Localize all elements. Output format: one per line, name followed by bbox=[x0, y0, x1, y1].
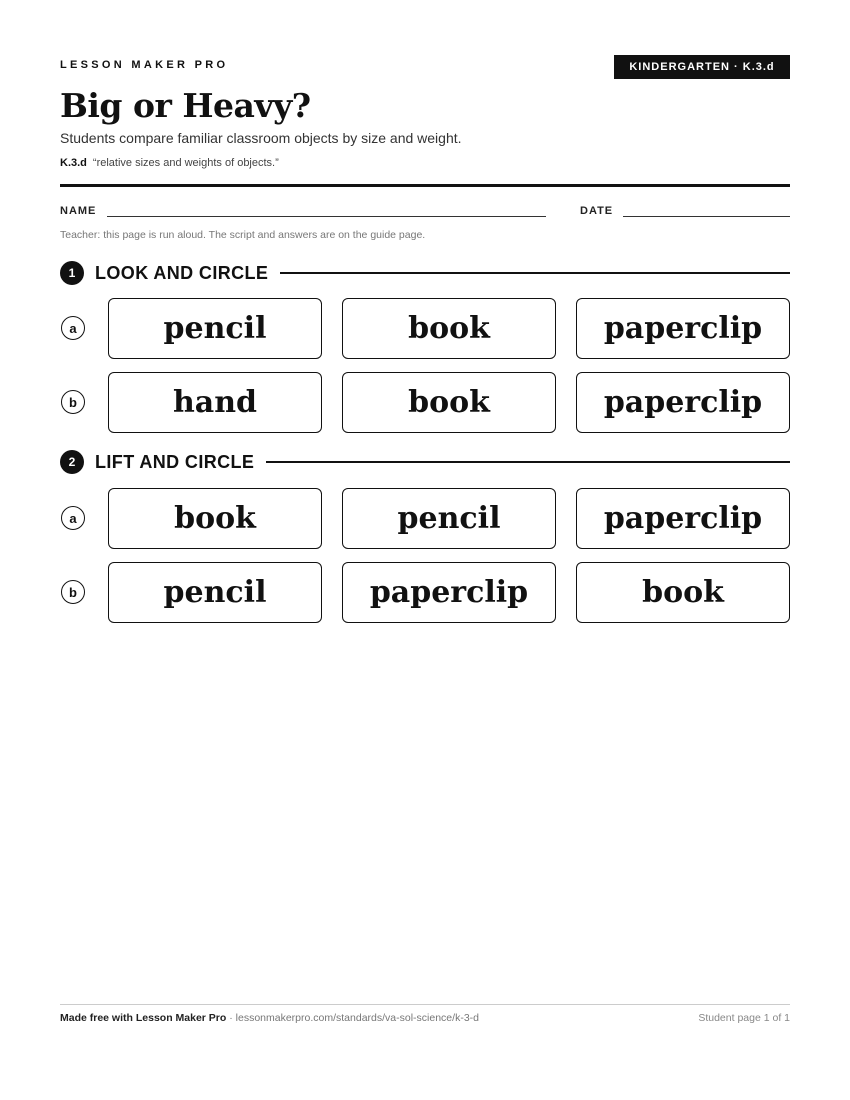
question-letter: a bbox=[61, 316, 85, 340]
footer-credit bbox=[60, 1012, 479, 1024]
header-divider bbox=[60, 184, 790, 187]
footer-url[interactable]: · lessonmakerpro.com/standards/va-sol-science/k-3-d bbox=[226, 1012, 479, 1024]
question-row bbox=[60, 298, 790, 360]
question-row bbox=[60, 488, 790, 550]
brand-label: LESSON MAKER PRO bbox=[60, 59, 229, 71]
answer-choice[interactable]: book bbox=[108, 488, 322, 549]
footer-page-number: Student page 1 of 1 bbox=[698, 1012, 790, 1024]
page-title: Big or Heavy? bbox=[60, 86, 311, 125]
answer-choice[interactable]: paperclip bbox=[576, 298, 790, 359]
standard-line bbox=[60, 157, 279, 169]
section-header-look-and-circle bbox=[60, 260, 790, 286]
answer-choice[interactable]: pencil bbox=[342, 488, 556, 549]
standard-code: K.3.d bbox=[60, 157, 87, 169]
question-row bbox=[60, 562, 790, 624]
answer-choice[interactable]: pencil bbox=[108, 562, 322, 623]
section-number-badge: 1 bbox=[60, 261, 84, 285]
standard-text: “relative sizes and weights of objects.” bbox=[92, 157, 279, 169]
answer-choice[interactable]: book bbox=[342, 372, 556, 433]
section-rule bbox=[280, 272, 790, 274]
footer-brand: Made free with Lesson Maker Pro bbox=[60, 1012, 227, 1024]
answer-choice[interactable]: paperclip bbox=[576, 372, 790, 433]
teacher-note: Teacher: this page is run aloud. The script and answers are on the guide page. bbox=[60, 229, 426, 241]
date-label: DATE bbox=[580, 205, 614, 217]
question-letter: b bbox=[61, 580, 85, 604]
date-field-line[interactable] bbox=[623, 216, 790, 217]
answer-choice[interactable]: book bbox=[342, 298, 556, 359]
answer-choice[interactable]: pencil bbox=[108, 298, 322, 359]
grade-badge: KINDERGARTEN · K.3.d bbox=[614, 55, 790, 79]
section-title: LIFT AND CIRCLE bbox=[95, 451, 255, 472]
answer-choice[interactable]: paperclip bbox=[576, 488, 790, 549]
section-title: LOOK AND CIRCLE bbox=[95, 262, 269, 283]
footer-divider bbox=[60, 1004, 790, 1005]
name-field-line[interactable] bbox=[107, 216, 546, 217]
question-row bbox=[60, 372, 790, 434]
section-number-badge: 2 bbox=[60, 450, 84, 474]
name-label: NAME bbox=[60, 205, 97, 217]
answer-choice[interactable]: paperclip bbox=[342, 562, 556, 623]
section-rule bbox=[266, 461, 790, 463]
question-letter: b bbox=[61, 390, 85, 414]
question-letter: a bbox=[61, 506, 85, 530]
page-subtitle: Students compare familiar classroom objects by size and weight. bbox=[60, 130, 462, 146]
answer-choice[interactable]: hand bbox=[108, 372, 322, 433]
section-header-lift-and-circle bbox=[60, 449, 790, 475]
answer-choice[interactable]: book bbox=[576, 562, 790, 623]
